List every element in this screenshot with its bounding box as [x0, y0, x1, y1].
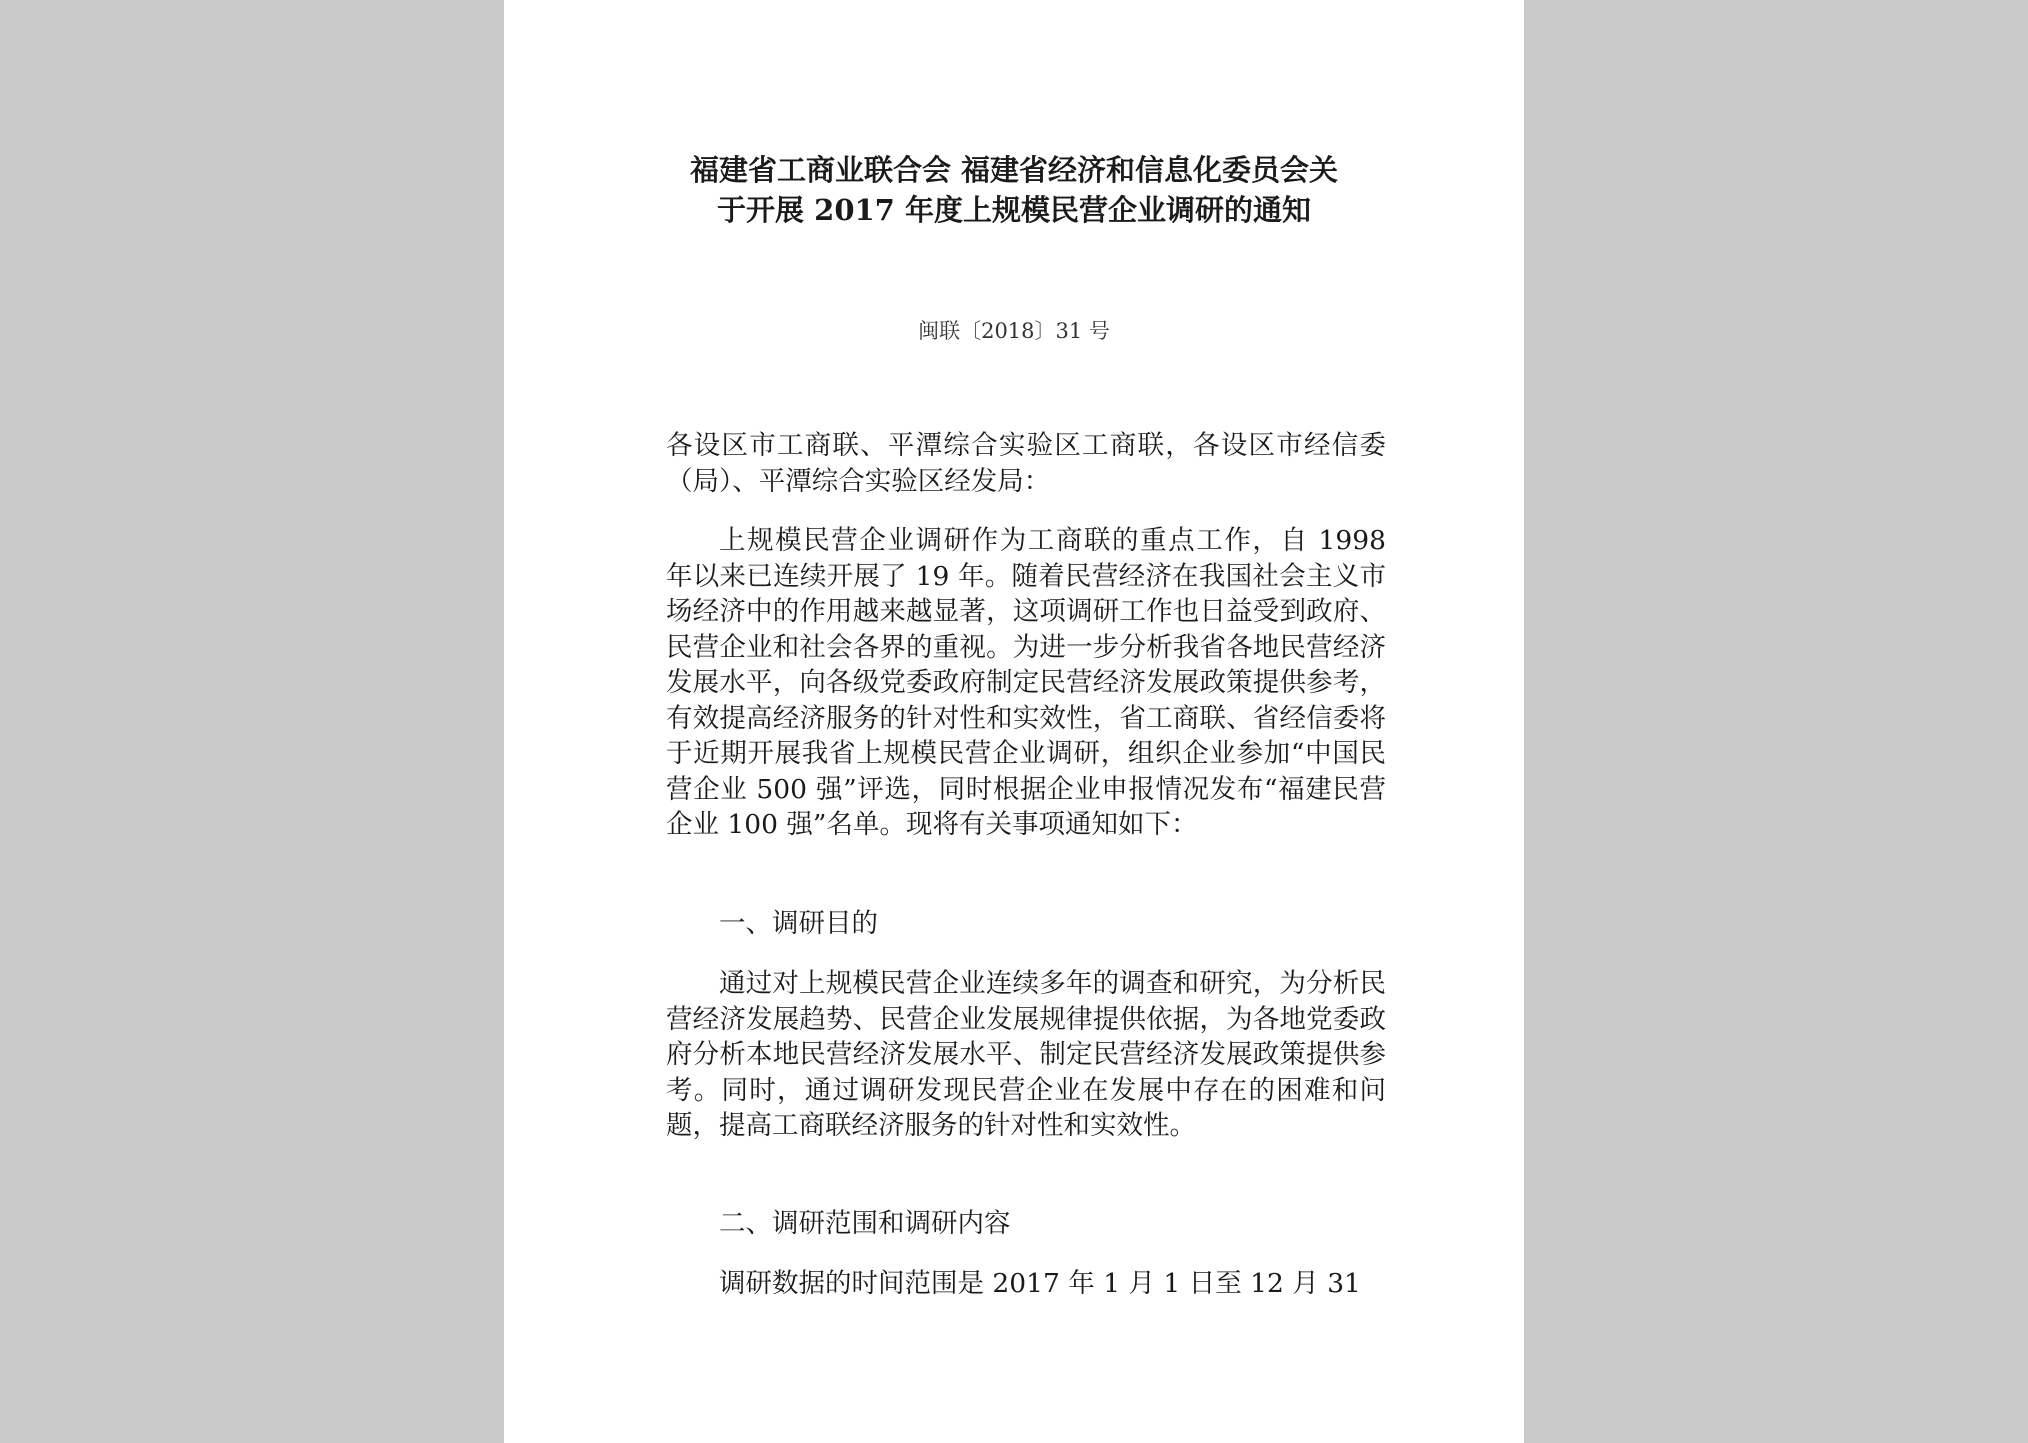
title-line-2: 于开展 2017 年度上规模民营企业调研的通知 [717, 193, 1311, 227]
right-gutter [1524, 0, 2028, 1443]
paragraph-intro: 上规模民营企业调研作为工商联的重点工作，自 1998 年以来已连续开展了 19 年。随着民营经济在我国社会主义市场经济中的作用越来越显著，这项调研工作也日益受到政府、民营企业和社会各界的重视。为进一步分析我省各地民营经济发展水平，向各级党委政府制定民营经济发展政策提供参考，有效提高经济服务的针对性和实效性，省工商联、省经信委将于近期开展我省上规模民营企业调研，组织企业参加“中国民营企业 500 强”评选，同时根据企业申报情况发布“福建民营企业 100 强”名单。现将有关事项通知如下： [666, 525, 1386, 840]
section-heading-purpose: 一、调研目的 [719, 908, 878, 939]
section-heading-scope: 二、调研范围和调研内容 [719, 1208, 1011, 1239]
paragraph-scope: 调研数据的时间范围是 2017 年 1 月 1 日至 12 月 31 [719, 1268, 1361, 1299]
salutation: 各设区市工商联、平潭综合实验区工商联，各设区市经信委（局）、平潭综合实验区经发局： [666, 430, 1386, 497]
title-line-1: 福建省工商业联合会 福建省经济和信息化委员会关 [689, 153, 1339, 187]
document-number: 闽联〔2018〕31 号 [918, 319, 1110, 343]
left-gutter [0, 0, 504, 1443]
paragraph-purpose: 通过对上规模民营企业连续多年的调查和研究，为分析民营经济发展趋势、民营企业发展规律提供依据，为各地党委政府分析本地民营经济发展水平、制定民营经济发展政策提供参考。同时，通过调研发现民营企业在发展中存在的困难和问题，提高工商联经济服务的针对性和实效性。 [666, 968, 1386, 1141]
document-page [504, 0, 1524, 1443]
